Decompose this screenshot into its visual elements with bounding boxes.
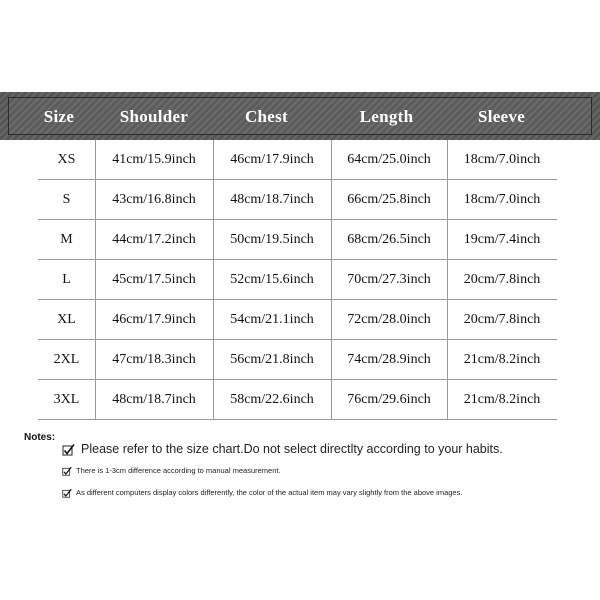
- cell-size: S: [62, 192, 71, 207]
- cell-length: 66cm/25.8inch: [347, 192, 431, 207]
- cell-chest: 54cm/21.1inch: [230, 312, 314, 327]
- cell-shoulder: 47cm/18.3inch: [112, 352, 196, 367]
- table-row: [38, 260, 557, 300]
- header-length: Length: [359, 107, 414, 126]
- note-item: [62, 442, 503, 456]
- cell-sleeve: 20cm/7.8inch: [463, 272, 541, 287]
- cell-chest: 48cm/18.7inch: [230, 192, 314, 207]
- cell-chest: 50cm/19.5inch: [230, 232, 314, 247]
- cell-length: 76cm/29.6inch: [347, 392, 431, 407]
- cell-size: XS: [57, 152, 76, 167]
- table-header-band: [0, 92, 600, 140]
- cell-sleeve: 21cm/8.2inch: [463, 392, 541, 407]
- cell-length: 64cm/25.0inch: [347, 152, 431, 167]
- cell-shoulder: 43cm/16.8inch: [112, 192, 196, 207]
- cell-shoulder: 44cm/17.2inch: [112, 232, 196, 247]
- cell-shoulder: 45cm/17.5inch: [112, 272, 196, 287]
- cell-chest: 56cm/21.8inch: [230, 352, 314, 367]
- cell-sleeve: 19cm/7.4inch: [463, 232, 541, 247]
- note-text: There is 1-3cm difference according to manual measurement.: [76, 466, 281, 475]
- cell-size: 3XL: [53, 392, 80, 407]
- notes-label: Notes:: [24, 432, 56, 443]
- checkmark-box-icon: [62, 466, 72, 476]
- table-row: [38, 300, 557, 340]
- cell-sleeve: 21cm/8.2inch: [463, 352, 541, 367]
- cell-size: L: [62, 272, 71, 287]
- size-table-body: [38, 140, 557, 420]
- cell-shoulder: 48cm/18.7inch: [112, 392, 196, 407]
- header-shoulder: Shoulder: [119, 107, 189, 126]
- cell-sleeve: 18cm/7.0inch: [463, 152, 541, 167]
- cell-length: 68cm/26.5inch: [347, 232, 431, 247]
- cell-sleeve: 18cm/7.0inch: [463, 192, 541, 207]
- cell-size: M: [60, 232, 73, 247]
- row-divider: [38, 419, 557, 420]
- table-row: [38, 140, 557, 180]
- cell-length: 72cm/28.0inch: [347, 312, 431, 327]
- cell-sleeve: 20cm/7.8inch: [463, 312, 541, 327]
- checkmark-box-icon: [62, 443, 75, 456]
- checkmark-box-icon: [62, 488, 72, 498]
- note-text: As different computers display colors differently, the color of the actual item may vary slightly from the above images.: [76, 488, 463, 497]
- cell-size: XL: [57, 312, 76, 327]
- header-size: Size: [43, 107, 75, 126]
- cell-size: 2XL: [53, 352, 80, 367]
- cell-chest: 52cm/15.6inch: [230, 272, 314, 287]
- header-sleeve: Sleeve: [477, 107, 526, 126]
- table-row: [38, 180, 557, 220]
- note-item: [62, 488, 462, 498]
- table-header: [8, 97, 592, 135]
- table-row: [38, 380, 557, 420]
- cell-length: 74cm/28.9inch: [347, 352, 431, 367]
- table-row: [38, 220, 557, 260]
- note-item: [62, 466, 281, 476]
- cell-shoulder: 46cm/17.9inch: [112, 312, 196, 327]
- cell-chest: 58cm/22.6inch: [230, 392, 314, 407]
- note-text: Please refer to the size chart.Do not select directlty according to your habits.: [81, 442, 503, 456]
- cell-chest: 46cm/17.9inch: [230, 152, 314, 167]
- cell-length: 70cm/27.3inch: [347, 272, 431, 287]
- header-chest: Chest: [244, 107, 289, 126]
- cell-shoulder: 41cm/15.9inch: [112, 152, 196, 167]
- table-row: [38, 340, 557, 380]
